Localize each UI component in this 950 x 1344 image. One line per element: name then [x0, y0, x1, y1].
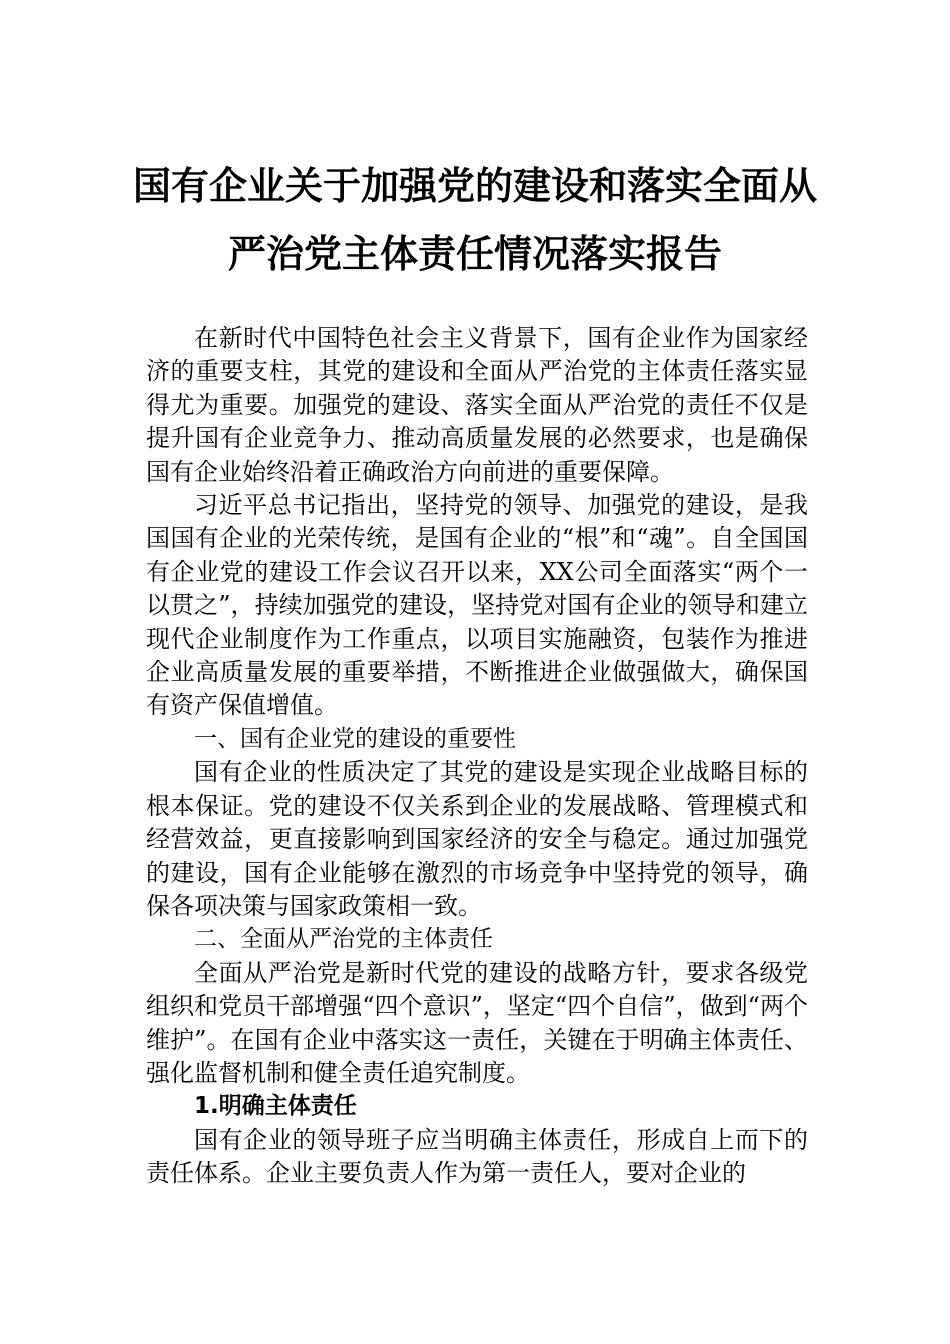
paragraph-section-2: 全面从严治党是新时代党的建设的战略方针，要求各级党组织和党员干部增强“四个意识”，坚定“四个自信”，做到“两个维护”。在国有企业中落实这一责任，关键在于明确主体责任、强化监督机制和健全责任追究制度。 — [146, 958, 808, 1087]
paragraph-intro: 在新时代中国特色社会主义背景下，国有企业作为国家经济的重要支柱，其党的建设和全面从严治党的主体责任落实显得尤为重要。加强党的建设、落实全面从严治党的责任不仅是提升国有企业竞争力、推动高质量发展的必然要求，也是确保国有企业始终沿着正确政治方向前进的重要保障。 — [146, 324, 808, 486]
paragraph-subsection-1: 国有企业的领导班子应当明确主体责任，形成自上而下的责任体系。企业主要负责人作为第一责任人，要对企业的 — [146, 1125, 808, 1188]
subsection-heading-1: 1.明确主体责任 — [194, 1093, 357, 1120]
section-heading-2: 二、全面从严治党的主体责任 — [194, 926, 493, 953]
document-title-line-1: 国有企业关于加强党的建设和落实全面从 — [132, 163, 817, 208]
section-heading-1: 一、国有企业党的建设的重要性 — [194, 725, 516, 752]
paragraph-section-1: 国有企业的性质决定了其党的建设是实现企业战略目标的根本保证。党的建设不仅关系到企业的发展战略、管理模式和经营效益，更直接影响到国家经济的安全与稳定。通过加强党的建设，国有企业能够在激烈的市场竞争中坚持党的领导，确保各项决策与国家政策相一致。 — [146, 758, 808, 920]
paragraph-quote: 习近平总书记指出，坚持党的领导、加强党的建设，是我国国有企业的光荣传统，是国有企业的“根”和“魂”。自全国国有企业党的建设工作会议召开以来，XX公司全面落实“两个一以贯之”，持续加强党的建设，坚持党对国有企业的领导和建立现代企业制度作为工作重点，以项目实施融资，包装作为推进企业高质量发展的重要举措，不断推进企业做强做大，确保国有资产保值增值。 — [146, 491, 808, 720]
document-title-line-2: 严治党主体责任情况落实报告 — [227, 231, 722, 276]
document-body — [146, 322, 808, 1191]
